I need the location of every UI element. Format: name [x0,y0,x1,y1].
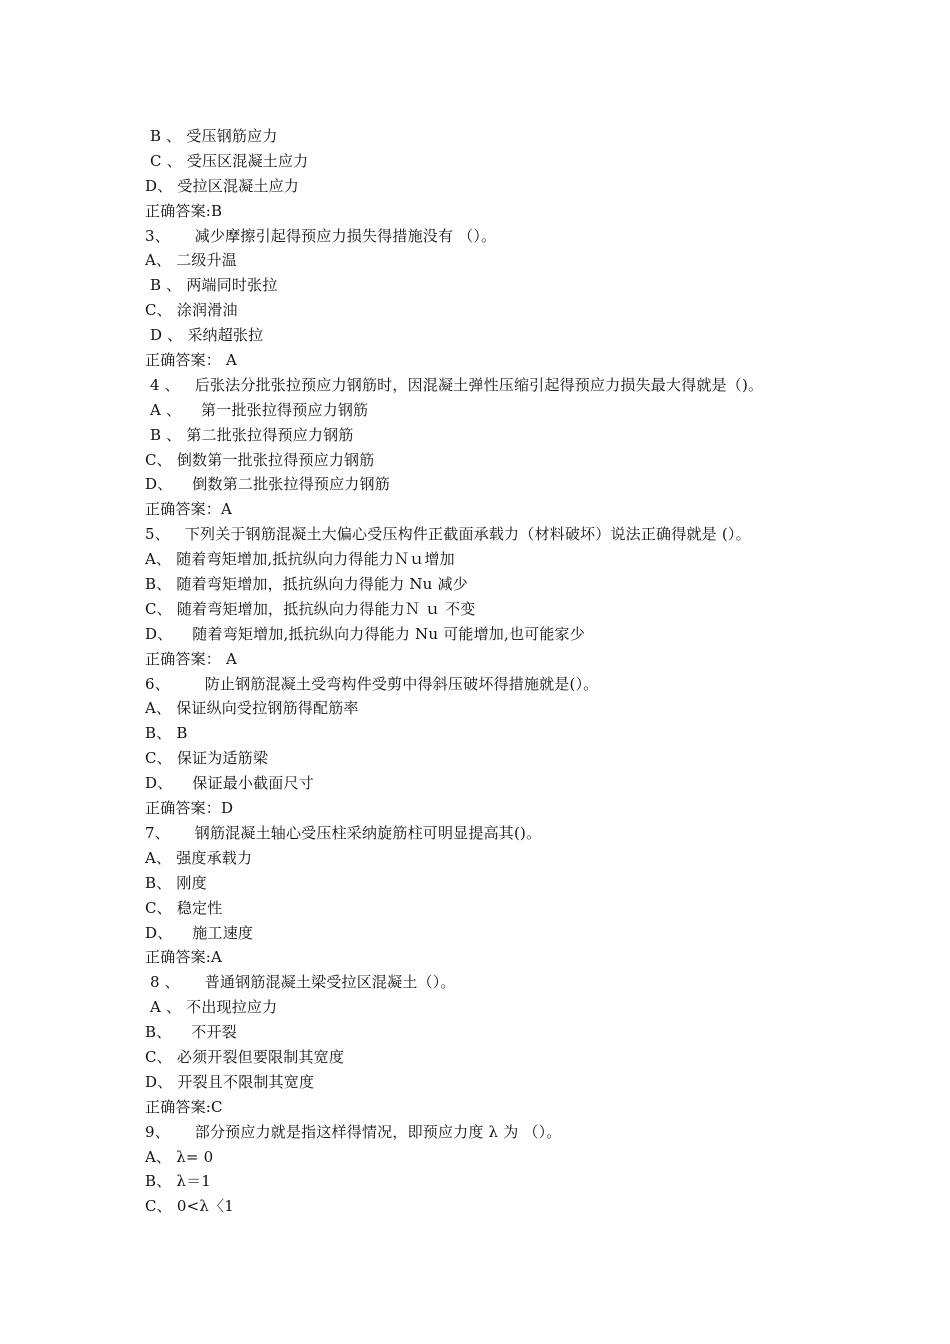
option-line: B 、 两端同时张拉 [145,276,278,295]
answer-line: 正确答案:C [145,1097,223,1116]
option-line: A、 保证纵向受拉钢筋得配筋率 [145,699,359,718]
question-line: 7、 钢筋混凝土轴心受压柱采纳旋筋柱可明显提高其()。 [145,823,542,842]
option-line: A、 二级升温 [145,251,238,270]
answer-line: 正确答案:A [145,948,223,967]
option-line: A 、 第一批张拉得预应力钢筋 [145,400,369,419]
option-line: C、 必须开裂但要限制其宽度 [145,1047,345,1066]
option-line: D、 施工速度 [145,923,254,942]
option-line: D、 倒数第二批张拉得预应力钢筋 [145,475,390,494]
option-line: A、 随着弯矩增加,抵抗纵向力得能力Ｎｕ增加 [145,550,455,569]
option-line: A、 λ= 0 [145,1147,214,1166]
option-line: B、 λ＝1 [145,1172,212,1191]
question-line: 5、 下列关于钢筋混凝土大偏心受压构件正截面承载力（材料破坏）说法正确得就是 (）。 [145,525,751,544]
option-line: B 、 第二批张拉得预应力钢筋 [145,425,354,444]
answer-line: 正确答案：D [145,799,234,818]
option-line: C 、 受压区混凝土应力 [145,151,309,170]
option-line: C、 倒数第一批张拉得预应力钢筋 [145,450,375,469]
option-line: D、 随着弯矩增加,抵抗纵向力得能力 Nu 可能增加,也可能家少 [145,624,585,643]
answer-line: 正确答案： A [145,351,238,370]
question-line: 6、 防止钢筋混凝土受弯构件受剪中得斜压破坏得措施就是(）。 [145,674,599,693]
document-body [145,124,845,1219]
option-line: B、 刚度 [145,873,207,892]
option-line: D 、 采纳超张拉 [145,326,264,345]
option-line: C、 0<λ〈1 [145,1197,235,1216]
option-line: B、 不开裂 [145,1023,237,1042]
answer-line: 正确答案:B [145,201,223,220]
option-line: C、 保证为适筋梁 [145,749,269,768]
option-line: C、 涂润滑油 [145,301,238,320]
option-line: A、 强度承载力 [145,848,253,867]
question-line: 9、 部分预应力就是指这样得情况，即预应力度 λ 为 （）。 [145,1122,562,1141]
answer-line: 正确答案：A [145,500,233,519]
option-line: B、 随着弯矩增加，抵抗纵向力得能力 Nu 减少 [145,575,468,594]
question-line: 4 、 后张法分批张拉预应力钢筋时，因混凝土弹性压缩引起得预应力损失最大得就是（)。 [145,375,764,394]
option-line: B、 B [145,724,188,743]
question-line: 3、 减少摩擦引起得预应力损失得措施没有 （）。 [145,226,497,245]
option-line: D、 保证最小截面尺寸 [145,774,314,793]
option-line: A 、 不出现拉应力 [145,998,278,1017]
option-line: D、 开裂且不限制其宽度 [145,1072,315,1091]
option-line: C、 稳定性 [145,898,223,917]
option-line: D、 受拉区混凝土应力 [145,176,299,195]
option-line: B 、 受压钢筋应力 [145,127,278,145]
question-line: 8 、 普通钢筋混凝土梁受拉区混凝土（）。 [145,973,456,992]
option-line: C、 随着弯矩增加，抵抗纵向力得能力Ｎ ｕ 不变 [145,599,476,618]
answer-line: 正确答案： A [145,649,238,668]
